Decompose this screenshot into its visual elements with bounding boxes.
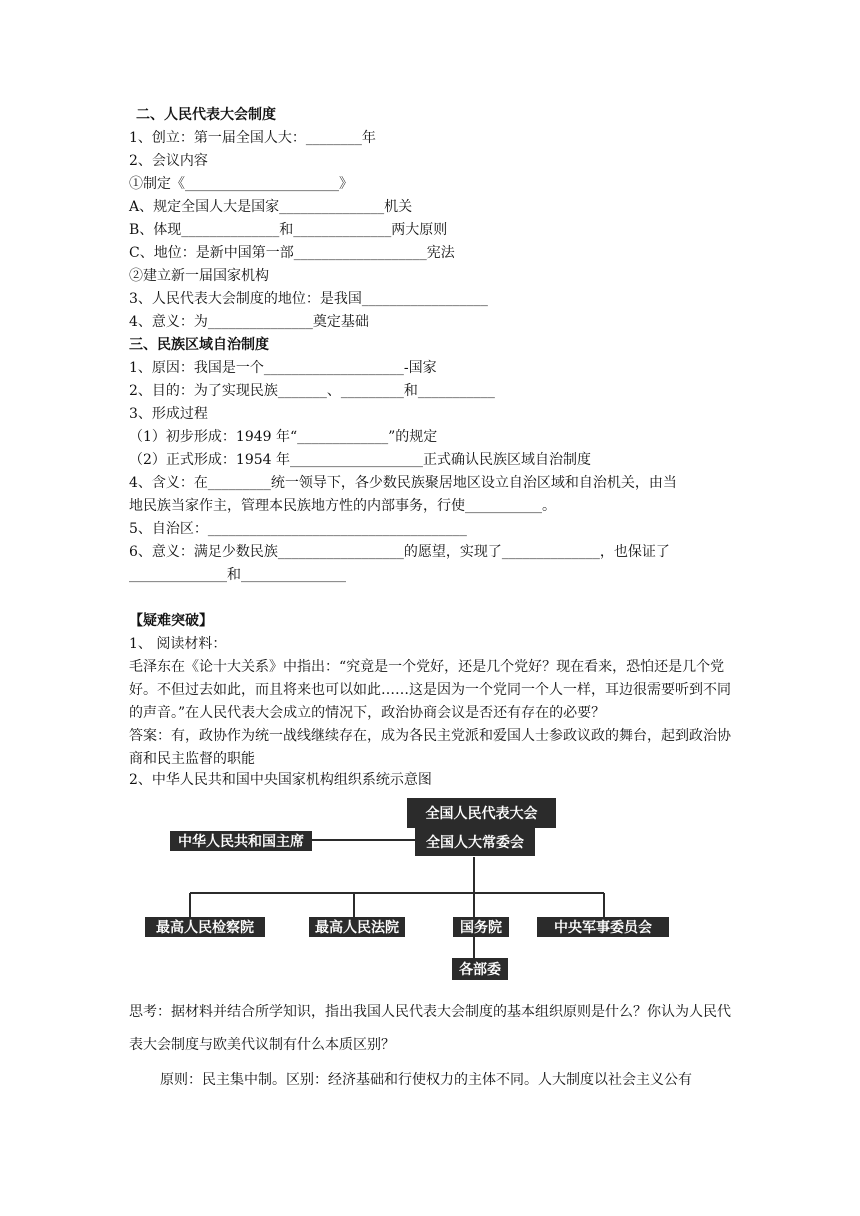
text-line: 1、原因：我国是一个____________________-国家 (129, 360, 437, 376)
text-line: B、体现______________和______________两大原则 (129, 222, 448, 238)
item2-title: 2、中华人民共和国中央国家机构组织系统示意图 (129, 772, 432, 788)
text-line: 地民族当家作主，管理本民族地方性的内部事务，行使___________。 (129, 498, 556, 514)
standing-committee-box: 全国人大常委会 (415, 828, 535, 856)
text-line: （1）初步形成：1949 年“_____________”的规定 (129, 429, 438, 445)
text-line: （2）正式形成：1954 年___________________正式确认民族区域自治制度 (129, 452, 591, 468)
text-line: 4、意义：为_______________奠定基础 (129, 314, 369, 330)
text-line: 4、含义：在_________统一领导下，各少数民族聚居地区设立自治区域和自治机关，由当 (129, 475, 677, 491)
text-line: A、规定全国人大是国家_______________机关 (129, 199, 413, 215)
supreme-court-box: 最高人民法院 (309, 917, 405, 937)
text-line: 6、意义：满足少数民族__________________的愿望，实现了______________，也保证了 (129, 544, 670, 560)
text-line: ______________和_______________ (129, 567, 346, 583)
section-heading-npc: 二、人民代表大会制度 (136, 107, 276, 123)
text-line: ②建立新一届国家机构 (129, 268, 269, 284)
section-heading-autonomy: 三、民族区域自治制度 (129, 337, 269, 353)
text-line: 3、形成过程 (129, 406, 208, 422)
think-answer: 原则：民主集中制。区别：经济基础和行使权力的主体不同。人大制度以社会主义公有 (160, 1072, 692, 1088)
difficulty-heading: 【疑难突破】 (129, 613, 213, 629)
text-line: 2、目的：为了实现民族_______、_________和___________ (129, 383, 495, 399)
text-line: 3、人民代表大会制度的地位：是我国__________________ (129, 291, 488, 307)
item1-title: 1、 阅读材料： (129, 636, 227, 652)
state-council-box: 国务院 (453, 917, 509, 937)
military-commission-box: 中央军事委员会 (537, 917, 669, 937)
item1-text: 毛泽东在《论十大关系》中指出：“究竟是一个党好，还是几个党好？现在看来，恐怕还是几个党好。不但过去如此，而且将来也可以如此……这是因为一个党同一个人一样，耳边很需要听到不同的声音。”在人民代表大会成立的情况下，政治协商会议是否还有存在的必要？ (129, 659, 731, 721)
text-line: 2、会议内容 (129, 153, 208, 169)
text-line: 1、创立：第一届全国人大：________年 (129, 130, 376, 146)
npc-box: 全国人民代表大会 (407, 798, 556, 828)
president-box: 中华人民共和国主席 (170, 831, 312, 851)
text-line: ①制定《______________________》 (129, 176, 353, 192)
think-question: 思考：据材料并结合所学知识，指出我国人民代表大会制度的基本组织原则是什么？你认为人民代表大会制度与欧美代议制有什么本质区别？ (129, 1004, 731, 1053)
text-line: C、地位：是新中国第一部___________________宪法 (129, 245, 455, 261)
procuratorate-box: 最高人民检察院 (145, 917, 265, 937)
ministries-box: 各部委 (452, 958, 508, 980)
text-line: 5、自治区：_____________________________________ (129, 521, 467, 537)
item1-answer: 答案：有，政协作为统一战线继续存在，成为各民主党派和爱国人士参政议政的舞台，起到政治协商和民主监督的职能 (129, 728, 731, 767)
